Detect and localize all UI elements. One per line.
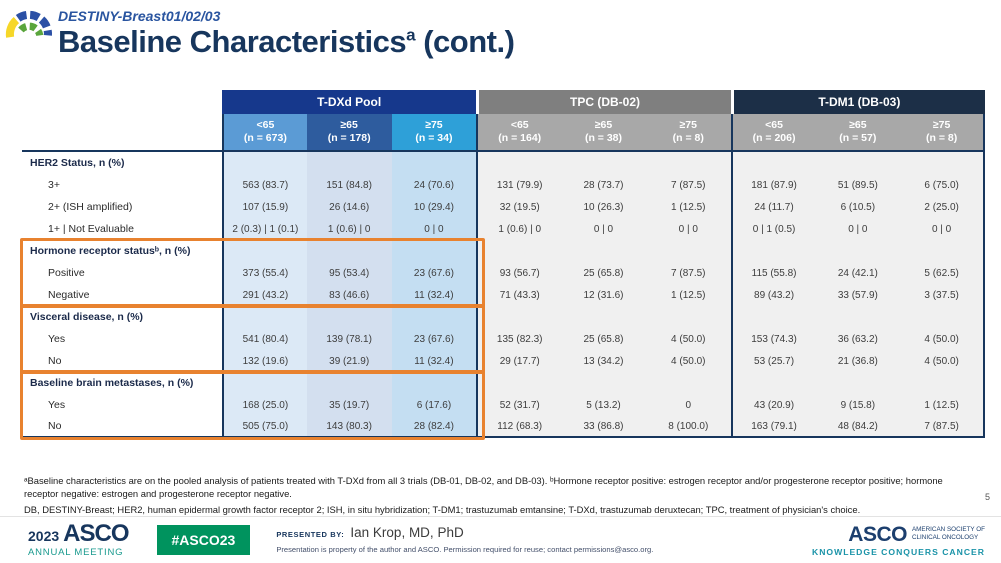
data-cell: 163 (79.1) <box>731 416 816 438</box>
age-column-header <box>307 114 392 152</box>
row-label: No <box>22 350 222 372</box>
section-header-cell <box>646 240 731 262</box>
age-column-header <box>900 114 985 152</box>
age-column-header <box>392 114 477 152</box>
data-cell: 112 (68.3) <box>476 416 561 438</box>
sample-size: (n = 164) <box>498 132 542 144</box>
data-cell: 505 (75.0) <box>222 416 307 438</box>
title-main: Baseline Characteristics <box>58 24 407 59</box>
section-header-cell <box>222 152 307 174</box>
section-header-cell <box>815 306 900 328</box>
data-cell: 93 (56.7) <box>476 262 561 284</box>
asco-society-logo <box>812 524 985 557</box>
section-header-cell <box>307 152 392 174</box>
section-header-cell <box>561 372 646 394</box>
data-cell: 153 (74.3) <box>731 328 816 350</box>
data-cell: 4 (50.0) <box>900 350 985 372</box>
row-label: Yes <box>22 328 222 350</box>
presenter-block <box>276 525 653 554</box>
table-corner <box>22 90 222 114</box>
table-wrapper <box>22 90 985 438</box>
society-name-line1: AMERICAN SOCIETY OF <box>911 526 985 534</box>
asco-tagline: KNOWLEDGE CONQUERS CANCER <box>811 546 985 557</box>
footnote-abbreviations: DB, DESTINY-Breast; HER2, human epidermal growth factor receptor 2; ISH, in situ hybridization; T-DM1; trastuzumab emtansine; T-DXd, trastuzumab deruxtecan; TPC, treatment of physician's choice. <box>24 504 861 516</box>
section-header-cell <box>731 152 816 174</box>
age-range: ≥75 <box>932 118 951 131</box>
asco-society-logo-top <box>848 524 985 545</box>
data-cell: 21 (36.8) <box>815 350 900 372</box>
age-range: <65 <box>256 118 275 131</box>
group-header: T-DXd Pool <box>222 90 476 114</box>
data-cell: 1 (0.6) | 0 <box>307 218 392 240</box>
age-range: ≥65 <box>594 118 613 131</box>
section-header-cell <box>731 372 816 394</box>
sample-size: (n = 38) <box>584 132 623 144</box>
presenter-line <box>276 525 653 542</box>
data-cell: 3 (37.5) <box>900 284 985 306</box>
title-superscript: a <box>406 25 416 45</box>
section-header-cell <box>815 240 900 262</box>
section-header-cell <box>731 306 816 328</box>
data-cell: 0 | 0 <box>900 218 985 240</box>
data-cell: 0 | 0 <box>815 218 900 240</box>
data-cell: 36 (63.2) <box>815 328 900 350</box>
sample-size: (n = 57) <box>839 132 877 144</box>
data-cell: 32 (19.5) <box>476 196 561 218</box>
row-label: No <box>22 416 222 438</box>
section-header-cell <box>476 306 561 328</box>
section-header-cell <box>561 306 646 328</box>
section-header-cell <box>900 152 985 174</box>
age-column-header <box>222 114 307 152</box>
data-cell: 26 (14.6) <box>307 196 392 218</box>
section-header-label: Baseline brain metastases, n (%) <box>22 372 222 394</box>
data-cell: 563 (83.7) <box>222 174 307 196</box>
data-cell: 5 (13.2) <box>561 394 646 416</box>
data-cell: 541 (80.4) <box>222 328 307 350</box>
data-cell: 53 (25.7) <box>731 350 816 372</box>
section-header-cell <box>307 306 392 328</box>
data-cell: 131 (79.9) <box>476 174 561 196</box>
row-label: 2+ (ISH amplified) <box>22 196 222 218</box>
data-cell: 33 (57.9) <box>815 284 900 306</box>
section-header-cell <box>815 372 900 394</box>
data-cell: 43 (20.9) <box>731 394 816 416</box>
age-range: ≥65 <box>340 118 358 131</box>
asco-wordmark: ASCO <box>63 520 129 548</box>
data-cell: 132 (19.6) <box>222 350 307 372</box>
section-header-cell <box>307 240 392 262</box>
data-cell: 0 | 1 (0.5) <box>731 218 816 240</box>
sample-size: (n = 34) <box>415 132 453 144</box>
age-column-header <box>815 114 900 152</box>
age-column-header <box>731 114 816 152</box>
data-cell: 4 (50.0) <box>646 350 731 372</box>
data-cell: 24 (70.6) <box>392 174 477 196</box>
section-header-cell <box>476 152 561 174</box>
society-name <box>912 526 985 542</box>
title-tail: (cont.) <box>415 24 515 59</box>
section-header-cell <box>731 240 816 262</box>
section-header-cell <box>392 152 477 174</box>
data-cell: 24 (42.1) <box>815 262 900 284</box>
presented-by-label: PRESENTED BY: <box>276 530 345 540</box>
data-cell: 28 (82.4) <box>392 416 477 438</box>
data-cell: 13 (34.2) <box>561 350 646 372</box>
data-cell: 7 (87.5) <box>646 174 731 196</box>
footnote-ab: ᵃBaseline characteristics are on the pooled analysis of patients treated with T-DXd from all 3 trials (DB-01, DB-02, and DB-03). ᵇHormone receptor positive: estrogen receptor and/or progesterone receptor positive; hormone receptor negative: estrogen and progesterone receptor negative. <box>24 475 943 500</box>
page-title <box>58 24 514 60</box>
row-label: Negative <box>22 284 222 306</box>
data-cell: 1 (12.5) <box>646 196 731 218</box>
data-cell: 83 (46.6) <box>307 284 392 306</box>
section-header-cell <box>392 306 477 328</box>
presenter-name: Ian Krop, MD, PhD <box>350 525 464 541</box>
data-cell: 29 (17.7) <box>476 350 561 372</box>
data-cell: 24 (11.7) <box>731 196 816 218</box>
table-corner <box>22 114 222 152</box>
section-header-cell <box>900 372 985 394</box>
section-header-label: HER2 Status, n (%) <box>22 152 222 174</box>
data-cell: 52 (31.7) <box>476 394 561 416</box>
asco-meeting-fan-icon <box>5 3 53 44</box>
data-cell: 107 (15.9) <box>222 196 307 218</box>
data-cell: 25 (65.8) <box>561 262 646 284</box>
data-cell: 143 (80.3) <box>307 416 392 438</box>
data-cell: 28 (73.7) <box>561 174 646 196</box>
asco-meeting-logo-top <box>28 522 129 546</box>
data-cell: 7 (87.5) <box>646 262 731 284</box>
section-header-cell <box>900 240 985 262</box>
data-cell: 12 (31.6) <box>561 284 646 306</box>
sample-size: (n = 8) <box>672 132 704 144</box>
section-header-cell <box>476 240 561 262</box>
data-cell: 0 <box>646 394 731 416</box>
meeting-year: 2023 <box>28 528 60 545</box>
annual-meeting-label: ANNUAL MEETING <box>28 547 124 559</box>
section-header-cell <box>476 372 561 394</box>
data-cell: 1 (12.5) <box>646 284 731 306</box>
section-header-label: Visceral disease, n (%) <box>22 306 222 328</box>
section-header-cell <box>392 240 477 262</box>
data-cell: 4 (50.0) <box>646 328 731 350</box>
section-header-cell <box>222 306 307 328</box>
sample-size: (n = 8) <box>926 132 958 144</box>
data-cell: 2 (0.3) | 1 (0.1) <box>222 218 307 240</box>
data-cell: 5 (62.5) <box>900 262 985 284</box>
row-label: 3+ <box>22 174 222 196</box>
data-cell: 71 (43.3) <box>476 284 561 306</box>
age-range: <65 <box>765 118 783 131</box>
section-header-cell <box>222 372 307 394</box>
footnotes <box>24 474 969 519</box>
age-range: ≥65 <box>849 118 867 131</box>
sample-size: (n = 178) <box>327 132 371 144</box>
section-header-cell <box>392 372 477 394</box>
permission-disclaimer: Presentation is property of the author and ASCO. Permission required for reuse; contact permissions@asco.org. <box>276 545 654 555</box>
section-header-cell <box>561 240 646 262</box>
data-cell: 2 (25.0) <box>900 196 985 218</box>
data-cell: 35 (19.7) <box>307 394 392 416</box>
data-cell: 151 (84.8) <box>307 174 392 196</box>
data-cell: 11 (32.4) <box>392 284 477 306</box>
asco-society-wordmark: ASCO <box>848 522 907 546</box>
section-header-cell <box>646 372 731 394</box>
section-header-cell <box>646 152 731 174</box>
data-cell: 95 (53.4) <box>307 262 392 284</box>
age-column-header <box>476 114 561 152</box>
data-cell: 4 (50.0) <box>900 328 985 350</box>
page-number: 5 <box>984 492 990 502</box>
data-cell: 25 (65.8) <box>561 328 646 350</box>
data-cell: 39 (21.9) <box>307 350 392 372</box>
group-header: T-DM1 (DB-03) <box>731 90 985 114</box>
data-cell: 23 (67.6) <box>392 262 477 284</box>
data-cell: 6 (17.6) <box>392 394 477 416</box>
data-cell: 135 (82.3) <box>476 328 561 350</box>
data-cell: 168 (25.0) <box>222 394 307 416</box>
data-cell: 6 (75.0) <box>900 174 985 196</box>
baseline-table <box>22 90 985 438</box>
section-header-cell <box>900 306 985 328</box>
data-cell: 1 (12.5) <box>900 394 985 416</box>
hashtag-badge: #ASCO23 <box>157 525 251 555</box>
data-cell: 139 (78.1) <box>307 328 392 350</box>
trial-name-eyebrow: DESTINY-Breast01/02/03 <box>58 8 221 24</box>
section-header-cell <box>561 152 646 174</box>
data-cell: 181 (87.9) <box>731 174 816 196</box>
data-cell: 373 (55.4) <box>222 262 307 284</box>
data-cell: 11 (32.4) <box>392 350 477 372</box>
data-cell: 10 (26.3) <box>561 196 646 218</box>
sample-size: (n = 673) <box>243 132 287 144</box>
sample-size: (n = 206) <box>752 132 796 144</box>
row-label: Positive <box>22 262 222 284</box>
slide-footer <box>0 516 1001 563</box>
data-cell: 0 | 0 <box>646 218 731 240</box>
row-label: Yes <box>22 394 222 416</box>
age-range: <65 <box>510 118 529 131</box>
row-label: 1+ | Not Evaluable <box>22 218 222 240</box>
age-range: ≥75 <box>679 118 697 131</box>
group-header: TPC (DB-02) <box>476 90 730 114</box>
section-header-label: Hormone receptor statusᵇ, n (%) <box>22 240 222 262</box>
age-column-header <box>646 114 731 152</box>
data-cell: 48 (84.2) <box>815 416 900 438</box>
society-name-line2: CLINICAL ONCOLOGY <box>911 534 979 542</box>
data-cell: 23 (67.6) <box>392 328 477 350</box>
data-cell: 9 (15.8) <box>815 394 900 416</box>
data-cell: 1 (0.6) | 0 <box>476 218 561 240</box>
asco-annual-meeting-logo <box>28 522 129 558</box>
data-cell: 10 (29.4) <box>392 196 477 218</box>
section-header-cell <box>307 372 392 394</box>
section-header-cell <box>815 152 900 174</box>
age-column-header <box>561 114 646 152</box>
data-cell: 7 (87.5) <box>900 416 985 438</box>
data-cell: 51 (89.5) <box>815 174 900 196</box>
section-header-cell <box>222 240 307 262</box>
data-cell: 115 (55.8) <box>731 262 816 284</box>
data-cell: 291 (43.2) <box>222 284 307 306</box>
data-cell: 89 (43.2) <box>731 284 816 306</box>
data-cell: 8 (100.0) <box>646 416 731 438</box>
data-cell: 0 | 0 <box>392 218 477 240</box>
data-cell: 6 (10.5) <box>815 196 900 218</box>
data-cell: 33 (86.8) <box>561 416 646 438</box>
data-cell: 0 | 0 <box>561 218 646 240</box>
section-header-cell <box>646 306 731 328</box>
age-range: ≥75 <box>425 118 443 131</box>
